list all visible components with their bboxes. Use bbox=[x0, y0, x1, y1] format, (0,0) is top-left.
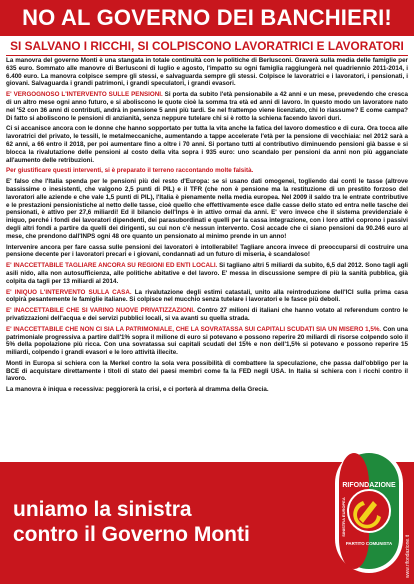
subheadline: SI SALVANO I RICCHI, SI COLPISCONO LAVORATRICI E LAVORATORI bbox=[10, 39, 404, 53]
slogan bbox=[13, 497, 250, 547]
regioni-text: Si tagliano altri 5 miliardi da subito, 6,5 dal 2012. Sono tagli agli asili nido, alla non autosufficienza, alle politiche abitative e del lavoro. E' messa in discussione sempre di più la sanità pubblica, già colpita da tagli per 13 miliardi al 2014. bbox=[6, 262, 408, 285]
logo-word: RIFONDAZIONE bbox=[342, 482, 396, 489]
privatizzazioni-lead: E' INACCETTABILE CHE SI VARINO NUOVE PRIVATIZZAZIONI. bbox=[6, 307, 195, 315]
pensioni-paragraph bbox=[6, 91, 408, 122]
closing-text: La manovra è iniqua e recessiva: peggiorerà la crisi, e ci porterà al dramma della Grecia. bbox=[6, 386, 269, 394]
tasse-body bbox=[6, 178, 408, 240]
patrimonio-text: Con una patrimoniale progressiva a partire dall'1% sopra il milione di euro si potevano e possono reperire 20 miliardi di risorse colpendo solo il 5% della popolazione più ricca. Con una sovratassa sui capitali scudati del 15% e non dell'1,5% si potevano e possono reperire 15 miliardi, colpendo i grandi evasori e le loro attività illecite. bbox=[6, 325, 408, 357]
logo-subtitle: PARTITO COMUNISTA bbox=[345, 541, 393, 546]
rifondazione-logo bbox=[333, 447, 405, 575]
tasse-body-2 bbox=[6, 244, 408, 260]
slogan-line-2: contro il Governo Monti bbox=[13, 523, 250, 546]
europa-paragraph bbox=[6, 360, 408, 383]
pensioni-text: Si porta da subito l'età pensionabile a 42 anni e un mese, prevedendo che cresca di un altro mese ogni anno futuro, e si aboliscono le quote cioè la somma tra età ed anni di lavoro. In questo modo un lavoratore nato nel '52 con 36 anni di contributi, andrà in pensione 5 anni più tardi. Se nel frattempo viene licenziato, chi lo riassume? E come campa? Di fatto si aboliscono le pensioni di anzianità, senza neppure tutelare chi si è rotto la schiena facendo lavori duri. bbox=[6, 91, 408, 122]
pensioni-lead: E' VERGOGNOSO L'INTERVENTO SULLE PENSIONI. bbox=[6, 91, 163, 99]
intro-text: La manovra del governo Monti è una stangata in totale continuità con le politiche di Berlusconi. Graverà sulla media delle famiglie per 635 euro. Sommato alle manovre di Berlusconi di luglio e agosto, l'impatto su ogni famiglia raggiungerà nel quadriennio 2011-2014, i 6.400 euro. La manovra colpisce sempre gli stessi, e salvaguarda sempre gli stessi. Colpisce le lavoratrici e i lavoratori, i pensionati, i giovani. Salvaguarda i grandi patrimoni, i grandi speculatori, i grandi evasori. bbox=[6, 57, 408, 88]
slogan-line-1: uniamo la sinistra bbox=[13, 498, 192, 521]
tasse-text: E' falso che l'Italia spenda per le pensioni più dei resto d'Europa: se si usano dati omogenei, togliendo dai conti le tasse (altrove bassissime o inesistenti, che valgono 2,5 punti di PIL) e il TFR (che non è pensione ma la restituzione di un prestito forzoso del lavoratori alle aziende e che vale 1,5 punti di PIL), l'Italia è pienamente nella media europea. Nel 2009 il saldo tra le entrate contributive e le prestazioni pensionistiche al netto delle tasse, cioè quello che effettivamente esce dalle casse dello stato ed entra nelle tasche dei pensionati, è attivo per 27,6 miliardi! Ed il bilancio dell'Inps è in attivo ormai da anni. E' vero invece che il sistema previdenziale è iniquo, perché i fondi dei lavoratori dipendenti, dei parasubordinati e quelli per la cassa integrazione, con i loro attivi coprono i passivi degli altri fondi a partire da quelli dei dirigenti, su cui non c'è nessun intervento. Così accade che ci siano pensioni da 90.246 euro al mese, che prendono dall'INPS ogni 48 ore quanto un pensionato al minimo prende in un anno! bbox=[6, 178, 408, 240]
tasse-lead: Per giustificare questi interventi, si è preparato il terreno raccontando molte falsità. bbox=[6, 167, 254, 175]
intro-paragraph bbox=[6, 57, 408, 88]
pensioni-text-2: Ci si accanisce ancora con le donne che hanno sopportato per tutta la vita anche la fatica del lavoro domestico e di cura. Ora tocca alle lavoratrici del privato, le tessili, le metalmeccaniche, aumentando a tappe accelerate l'età per la pensione di vecchiaia: nel 2012 sarà a 62 anni, a 66 entro il 2018, per poi aumentare fino a oltre i 70 anni. Si portano tutti al contributivo diminuendo pensioni già basse e si blocca la rivalutazione delle pensioni al costo della vita sopra i 935 euro: uno scandalo per pensioni da anni non più agganciate all'aumento delle retribuzioni. bbox=[6, 125, 408, 164]
privatizzazioni-text: Contro 27 milioni di italiani che hanno votato al referendum contro le privatizzazioni dell'acqua e dei servizi pubblici locali, si va avanti su quella strada. bbox=[6, 307, 408, 322]
casa-paragraph bbox=[6, 289, 408, 305]
logo-side: SINISTRA EUROPEA bbox=[341, 497, 346, 537]
pensioni-paragraph-2 bbox=[6, 125, 408, 164]
regioni-lead: E' INACCETTABILE TAGLIARE ANCORA SU REGIONI ED ENTI LOCALI. bbox=[6, 262, 218, 270]
closing-paragraph bbox=[6, 386, 408, 394]
patrimonio-paragraph bbox=[6, 326, 408, 357]
article-body bbox=[6, 57, 408, 397]
privatizzazioni-paragraph bbox=[6, 307, 408, 323]
headline-banner: NO AL GOVERNO DEI BANCHIERI! bbox=[0, 0, 414, 36]
tasse-text-2: Intervenire ancora per fare cassa sulle pensioni dei lavoratori è intollerabile! Tagliare ancora invece di preoccuparsi di costruire una pensione decente per i lavoratori precari e i giovani, condannati ad un futuro di miseria, è scandaloso! bbox=[6, 243, 408, 259]
casa-lead: E' INIQUO L'INTERVENTO SULLA CASA. bbox=[6, 288, 132, 296]
divider bbox=[6, 55, 408, 56]
regioni-paragraph bbox=[6, 262, 408, 285]
casa-text: La rivalutazione degli estimi catastali, unito alla reintroduzione dell'ICI sulla prima casa colpirà pesantemente le famiglie italiane. Si colpisce nel mucchio senza tutelare i lavoratori e le fasce più deboli. bbox=[6, 288, 408, 304]
tasse-paragraph bbox=[6, 167, 408, 175]
europa-text: Monti in Europa si schiera con la Merkel contro la sola vera possibilità di combattere la speculazione, che passa dall'obbligo per la BCE di acquistare direttamente i titoli di stato dei paesi membri come fa la FED negli USA. In Italia si schiera con i ricchi contro il lavoro. bbox=[6, 359, 408, 383]
website-text: www.rifondazione.it bbox=[405, 534, 411, 578]
patrimonio-lead: E' INACCETTABILE CHE NON CI SIA LA PATRIMONIALE, CHE LA SOVRATASSA SUI CAPITALI SCUDATI SIA UN MISERO 1,5%. bbox=[6, 325, 382, 333]
